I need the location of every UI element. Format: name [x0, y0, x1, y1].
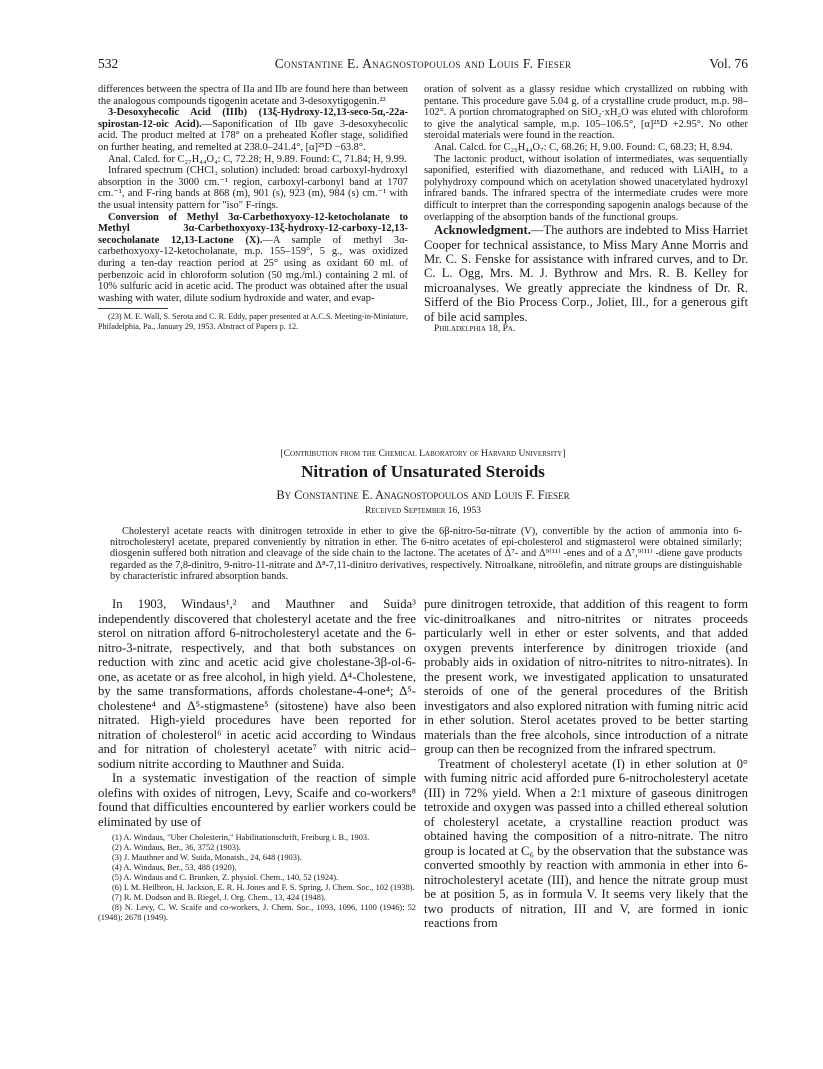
section-heading: Conversion of Methyl 3α-Carbethoxyoxy-12-ketocholanate to Methyl 3α-Carbethoxyoxy-13ξ-hydroxy-12-carboxy-12,13-secocholanate 12,13-Lactone (X).: [98, 211, 408, 246]
footnote: (8) N. Levy, C. W. Scaife and co-workers, J. Chem. Soc., 1093, 1096, 1100 (1946); 52 (1948); 2678 (1949).: [98, 903, 416, 922]
analysis-paragraph: Anal. Calcd. for C₂₉H₄₄O₇: C, 68.26; H, 9.00. Found: C, 68.23; H, 8.94.: [434, 141, 733, 153]
running-header: [98, 56, 748, 74]
footnote: (4) A. Windaus, Ber., 53, 488 (1920).: [112, 863, 237, 872]
paragraph: differences between the spectra of IIa and IIb are found here than between the analogous compounds tigogenin acetate and 3-desoxytigogenin.²³: [98, 84, 408, 107]
contribution-line: [Contribution from the Chemical Laboratory of Harvard University]: [280, 448, 566, 459]
paragraph: Conversion of Methyl 3α-Carbethoxyoxy-12-ketocholanate to Methyl 3α-Carbethoxyoxy-13ξ-hydroxy-12-carboxy-12,13-secocholanate 12,13-Lactone (X).—A sample of methyl 3α-carbethoxyoxy-12-ketocholanate, m.p. 155–159°, 5 g., was oxidized during a ten-day reaction period at 25° using as oxidant 60 ml. of perbenzoic acid in chloroform solution (50 mg./ml.) containing 2 ml. of 10% sulfuric acid in acetic acid. The product was obtained after the usual washing with water, dilute sodium hydroxide and water, and evap-: [98, 211, 408, 304]
top-left-column: [98, 84, 408, 332]
paragraph: Infrared spectrum (CHCl₃ solution) included: broad carboxyl-hydroxyl absorption in the 3000 cm.⁻¹ region, carboxyl-carbonyl band at 1707 cm.⁻¹, and F-ring bands at 868 (m), 901 (s), 923 (m), 984 (s) cm.⁻¹ with the usual intensity pattern for "iso" F-rings.: [98, 165, 408, 211]
footnote-divider: [98, 308, 168, 309]
article-title: Nitration of Unsaturated Steroids: [301, 462, 545, 481]
footnote: (6) I. M. Heilbron, H. Jackson, E. R. H. Jones and F. S. Spring, J. Chem. Soc., 102 (1938).: [112, 883, 415, 892]
section-heading: 3-Desoxyhecolic Acid (IIIb) (13ξ-Hydroxy-12,13-seco-5α,-22a-spirostan-12-oic Acid).: [98, 107, 408, 130]
byline: By Constantine E. Anagnostopoulos and Louis F. Fieser: [276, 488, 570, 502]
footnote: (5) A. Windaus and C. Brunken, Z. physiol. Chem., 140, 52 (1924).: [112, 873, 339, 882]
top-right-column: [424, 84, 748, 336]
paragraph: The lactonic product, without isolation of intermediates, was sequentially saponified, esterified with diazomethane, and reduced with LiAlH₄ to a polyhydroxy compound which on acetylation showed unacetylated hydroxyl infrared bands. The infrared spectra of the intermediate crudes were more difficult to interpret than the corresponding sapogenin analogs because of the overlapping of the absorption bands of the functional groups.: [424, 153, 748, 223]
footnote: (1) A. Windaus, "Uber Cholesterin," Habilitationschrift, Freiburg i. B., 1903.: [112, 833, 370, 842]
paragraph: In a systematic investigation of the reaction of simple olefins with oxides of nitrogen, Levy, Scaife and co-workers⁸ found that difficulties encountered by earlier workers could be eliminated by use of: [98, 771, 416, 829]
received-date: Received September 16, 1953: [364, 506, 482, 516]
footnote: (23) M. E. Wall, S. Serota and C. R. Eddy, paper presented at A.C.S. Meeting-in-Miniature, Philadelphia, Pa., January 29, 1953. Abstract of Papers p. 12.: [98, 312, 408, 332]
acknowledgment-heading: Acknowledgment.: [434, 223, 531, 238]
paragraph: pure dinitrogen tetroxide, that addition of this reagent to form vic-dinitroalkanes and nitro-nitrites or nitrates proceeds particularly well in ether or ester solvents, and that added oxygen prevents interference by dinitrogen trioxide (and probably aids in oxidation of nitro-nitrites to nitro-nitrates). In the present work, we investigated application to unsaturated steroids of one of the general procedures of the British investigators and also explored nitration with fuming nitric acid in ether solution. Sterol acetates proved to be better starting materials than the free alcohols, since introduction of a nitrate group can then be recognized from the infrared spectrum.: [424, 597, 748, 756]
footnote: (3) J. Mauthner and W. Suida, Monatsh., 24, 648 (1903).: [112, 853, 302, 862]
location-line: Philadelphia 18, Pa.: [434, 323, 516, 334]
paragraph: oration of solvent as a glassy residue which crystallized on rubbing with pentane. This procedure gave 5.04 g. of a crystalline crude product, m.p. 98–102°. A portion chromatographed on SiO₂·xH₂O was eluted with chloroform to give the analytical sample, m.p. 105–106.5°, [α]²⁵D +2.95°. No other steroidal materials were found in the reaction.: [424, 84, 748, 142]
volume-label: Vol. 76: [709, 56, 748, 71]
footnotes: [98, 833, 416, 923]
header-authors: Constantine E. Anagnostopoulos and Louis F. Fieser: [274, 56, 572, 71]
paragraph: Treatment of cholesteryl acetate (I) in ether solution at 0° with fuming nitric acid afforded pure 6-nitrocholesteryl acetate (III) in 72% yield. When a 2:1 mixture of gaseous dinitrogen tetroxide and oxygen was passed into a chilled ethereal solution of cholesteryl acetate, a crystalline reaction product was obtained having the composition of a nitro-nitrate. The nitro group is located at C₆ by the observation that the substance was converted smoothly by reaction with ammonia in ether into 6-nitrocholesteryl acetate (III), and hence the nitrate group must be at position 5, as in formula V. It seems very likely that the two products of nitration, III and V, are formed in ionic reactions from: [424, 756, 748, 930]
page-number: 532: [98, 56, 119, 71]
acknowledgment: Acknowledgment.—The authors are indebted to Miss Harriet Cooper for technical assistance, to Miss Mary Anne Morris and Mr. C. S. Fenske for assistance with infrared curves, and to Dr. C. L. Ogg, Mrs. M. J. Bythrow and Mrs. R. B. Kelley for microanalyses. We greatly appreciate the kindness of Dr. R. Sifferd of the Bio Process Corp., Joliet, Ill., for a generous gift of bile acid samples.: [424, 223, 748, 324]
paragraph: 3-Desoxyhecolic Acid (IIIb) (13ξ-Hydroxy-12,13-seco-5α,-22a-spirostan-12-oic Acid).—Saponification of IIb gave 3-desoxyhecolic acid. The product melted at 178° on a preheated Kofler stage, solidified on further heating, and remelted at 238.0–241.4°, [α]²⁵D −63.8°.: [98, 107, 408, 153]
body-left-column: [98, 597, 416, 923]
body-right-column: [424, 597, 748, 931]
paragraph: In 1903, Windaus¹,² and Mauthner and Suida³ independently discovered that cholesteryl acetate and the free sterol on nitration afford 6-nitrocholesteryl acetate and the 6-nitro-3-nitrate, respectively, and that both substances on reduction with zinc and acetic acid give cholestane-3β-ol-6-one, as acetate or as free alcohol, in high yield. Δ⁴-Cholestene, by the same transformations, affords cholestane-4-one⁴; Δ⁵-cholestene⁴ and Δ⁵-stigmastene⁵ (sitostene) have also been nitrated. High-yield procedures have been reported for nitration of cholesterol⁶ in acetic acid according to Windaus and for nitration of cholesteryl acetate⁷ with nitric acid–sodium nitrite according to Mauthner and Suida.: [98, 597, 416, 771]
abstract: Cholesteryl acetate reacts with dinitrogen tetroxide in ether to give the 6β-nitro-5α-nitrate (V), convertible by the action of ammonia into 6-nitrocholesteryl acetate, prepared conveniently by nitration in ether. The 6-nitro acetates of epi-cholesterol and stigmasterol were obtained similarly; diosgenin suffered both nitration and cleavage of the side chain to the lactone. The acetates of Δ⁷- and Δ⁹⁽¹¹⁾ -enes and of a Δ⁷,⁹⁽¹¹⁾ -diene gave products regarded as the 7,8-dinitro, 9-nitro-11-nitrate and Δ⁸-7,11-dinitro derivatives, respectively. Nitroalkane, nitroölefin, and nitrate groups are distinguishable by characteristic infrared absorption bands.: [110, 526, 742, 582]
analysis-paragraph: Anal. Calcd. for C₂₇H₄₄O₄: C, 72.28; H, 9.89. Found: C, 71.84; H, 9.99.: [108, 153, 407, 165]
footnote: (2) A. Windaus, Ber., 36, 3752 (1903).: [112, 843, 241, 852]
footnote: (7) R. M. Dodson and B. Riegel, J. Org. Chem., 13, 424 (1948).: [112, 893, 326, 902]
